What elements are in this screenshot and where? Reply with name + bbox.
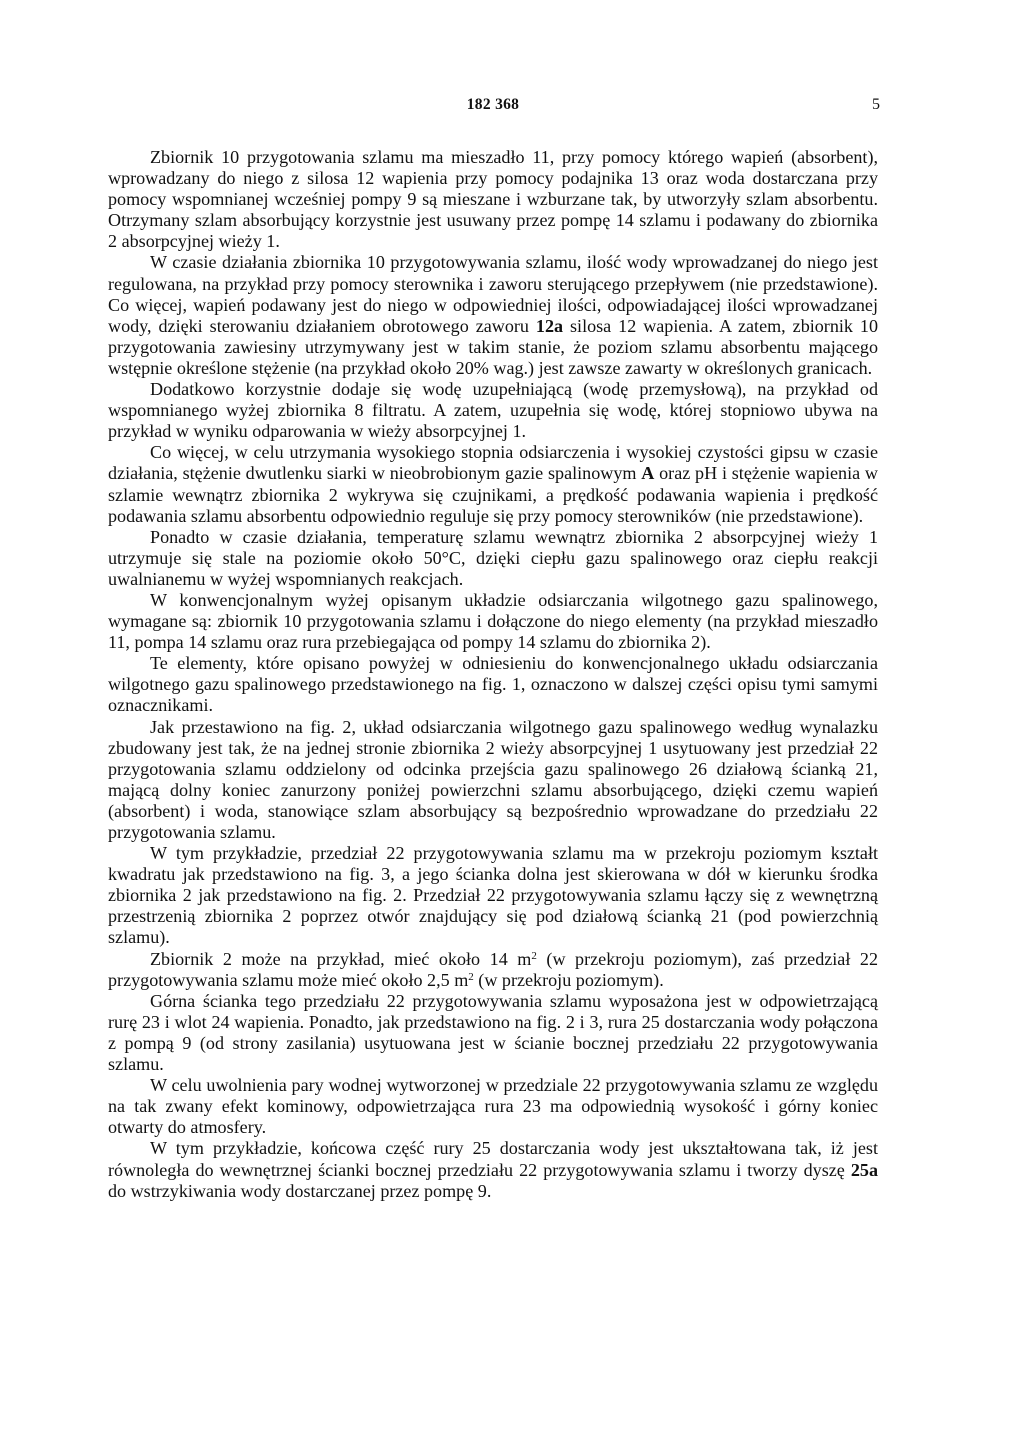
page-number: 5	[872, 96, 880, 113]
paragraph: Te elementy, które opisano powyżej w odniesieniu do konwencjonalnego układu odsiarczania wilgotnego gazu spalinowego przedstawionego na fig. 1, oznaczono w dalszej części opisu tymi samymi oznacznikami.	[108, 653, 878, 716]
paragraph-text: silosa 12 wapienia. A zatem, zbiornik 10 przygotowania zawiesiny utrzymywany jest w takim stanie, że poziom szlamu absorbentu mającego wstępnie określone stężenie (na przykład około 20% wag.) jest zawsze zawarty w określonych granicach.	[108, 315, 878, 378]
paragraph-text: (w przekroju poziomym), zaś przedział 22 przygotowywania szlamu może mieć około 2,5 m	[108, 948, 879, 990]
paragraph-text: W czasie działania zbiornika 10 przygotowywania szlamu, ilość wody wprowadzanej do niego jest regulowana, na przykład przy pomocy sterownika i zaworu sterującego przepływem (nie przedstawione). Co więcej, wapień podawany jest do niego w odpowiedniej ilości, odpowiadającej ilości wprowadzanej wody, dzięki sterowaniu działaniem obrotowego zaworu	[108, 252, 878, 336]
superscript: 2	[531, 949, 537, 962]
paragraph	[108, 1138, 878, 1201]
page-header	[108, 96, 878, 120]
paragraph: W konwencjonalnym wyżej opisanym układzie odsiarczania wilgotnego gazu spalinowego, wymagane są: zbiornik 10 przygotowania szlamu i dołączone do niego elementy (na przykład mieszadło 11, pompa 14 szlamu oraz rura przebiegająca od pompy 14 szlamu do zbiornika 2).	[108, 589, 878, 653]
paragraph: Jak przestawiono na fig. 2, układ odsiarczania wilgotnego gazu spalinowego według wynalazku zbudowany jest tak, że na jednej stronie zbiornika 2 wieży absorpcyjnej 1 usytuowany jest przedział 22 przygotowania szlamu oddzielony od odcinka przejścia gazu spalinowego 26 działową ścianką 21, mającą dolny koniec zanurzony poniżej powierzchni szlamu absorbującego, dzięki czemu wapień (absorbent) i woda, stanowiące szlam absorbujący są bezpośrednio wprowadzane do przedziału 22 przygotowania szlamu.	[108, 716, 878, 842]
paragraph-text: Zbiornik 2 może na przykład, mieć około 14 m	[150, 948, 532, 969]
paragraph-text: Co więcej, w celu utrzymania wysokiego stopnia odsiarczenia i wysokiej czystości gipsu w czasie działania, stężenie dwutlenku siarki w nieobrobionym gazie spalinowym	[108, 442, 878, 484]
reference-label: A	[641, 463, 655, 484]
paragraph-text: oraz pH i stężenie wapienia w szlamie wewnątrz zbiornika 2 wykrywa się czujnikami, a prędkość podawania wapienia i prędkość podawania szlamu absorbentu odpowiednio reguluje się przy pomocy sterowników (nie przedstawione).	[108, 463, 878, 526]
paragraph: W tym przykładzie, przedział 22 przygotowywania szlamu ma w przekroju poziomym kształt kwadratu jak przedstawiono na fig. 3, a jego ścianka dolna jest skierowana w dół w kierunku środka zbiornika 2 jak przedstawiono na fig. 2. Przedział 22 przygotowywania szlamu łączy się z wewnętrzną przestrzenią zbiornika 2 poprzez otwór znajdujący się pod działową ścianką 21 (pod powierzchnią szlamu).	[108, 843, 878, 948]
paragraph: Zbiornik 10 przygotowania szlamu ma mieszadło 11, przy pomocy którego wapień (absorbent), wprowadzany do niego z silosa 12 wapienia przy pomocy podajnika 13 oraz woda dostarczana przy pomocy wspomnianej wcześniej pompy 9 są mieszane i wzburzane tak, by utworzyły szlam absorbentu. Otrzymany szlam absorbujący korzystnie jest usuwany przez pompę 14 szlamu i podawany do zbiornika 2 absorpcyjnej wieży 1.	[108, 147, 878, 252]
paragraph	[108, 442, 878, 526]
body-text	[108, 147, 878, 1202]
superscript: 2	[468, 970, 474, 983]
paragraph-text: do wstrzykiwania wody dostarczanej przez pompę 9.	[108, 1180, 492, 1201]
reference-label: 25a	[850, 1159, 878, 1180]
paragraph-text: W tym przykładzie, końcowa część rury 25 dostarczania wody jest ukształtowana tak, iż jest równoległa do wewnętrznej ścianki bocznej przedziału 22 przygotowywania szlamu i tworzy dyszę	[108, 1138, 878, 1180]
paragraph: Dodatkowo korzystnie dodaje się wodę uzupełniającą (wodę przemysłową), na przykład od wspomnianego wyżej zbiornika 8 filtratu. A zatem, uzupełnia się wodę, której stopniowo ubywa na przykład w wyniku odparowania w wieży absorpcyjnej 1.	[108, 379, 878, 442]
paragraph	[108, 252, 878, 379]
reference-label: 12a	[535, 315, 564, 336]
patent-number: 182 368	[466, 96, 520, 113]
paragraph: Ponadto w czasie działania, temperaturę szlamu wewnątrz zbiornika 2 absorpcyjnej wieży 1 utrzymuje się stale na poziomie około 50°C, dzięki ciepłu gazu spalinowego oraz ciepłu reakcji uwalnianemu w wyżej wspomnianych reakcjach.	[108, 526, 878, 589]
paragraph: Górna ścianka tego przedziału 22 przygotowywania szlamu wyposażona jest w odpowietrzającą rurę 23 i wlot 24 wapienia. Ponadto, jak przedstawiono na fig. 2 i 3, rura 25 dostarczania wody połączona z pompą 9 (od strony zasilania) usytuowana jest w ścianie bocznej przedziału 22 przygotowywania szlamu.	[108, 990, 878, 1075]
paragraph	[108, 949, 878, 991]
paragraph: W celu uwolnienia pary wodnej wytworzonej w przedziale 22 przygotowywania szlamu ze względu na tak zwany efekt kominowy, odpowietrzająca rura 23 ma odpowiednią wysokość i górny koniec otwarty do atmosfery.	[108, 1075, 878, 1138]
paragraph-text: (w przekroju poziomym).	[473, 969, 664, 990]
